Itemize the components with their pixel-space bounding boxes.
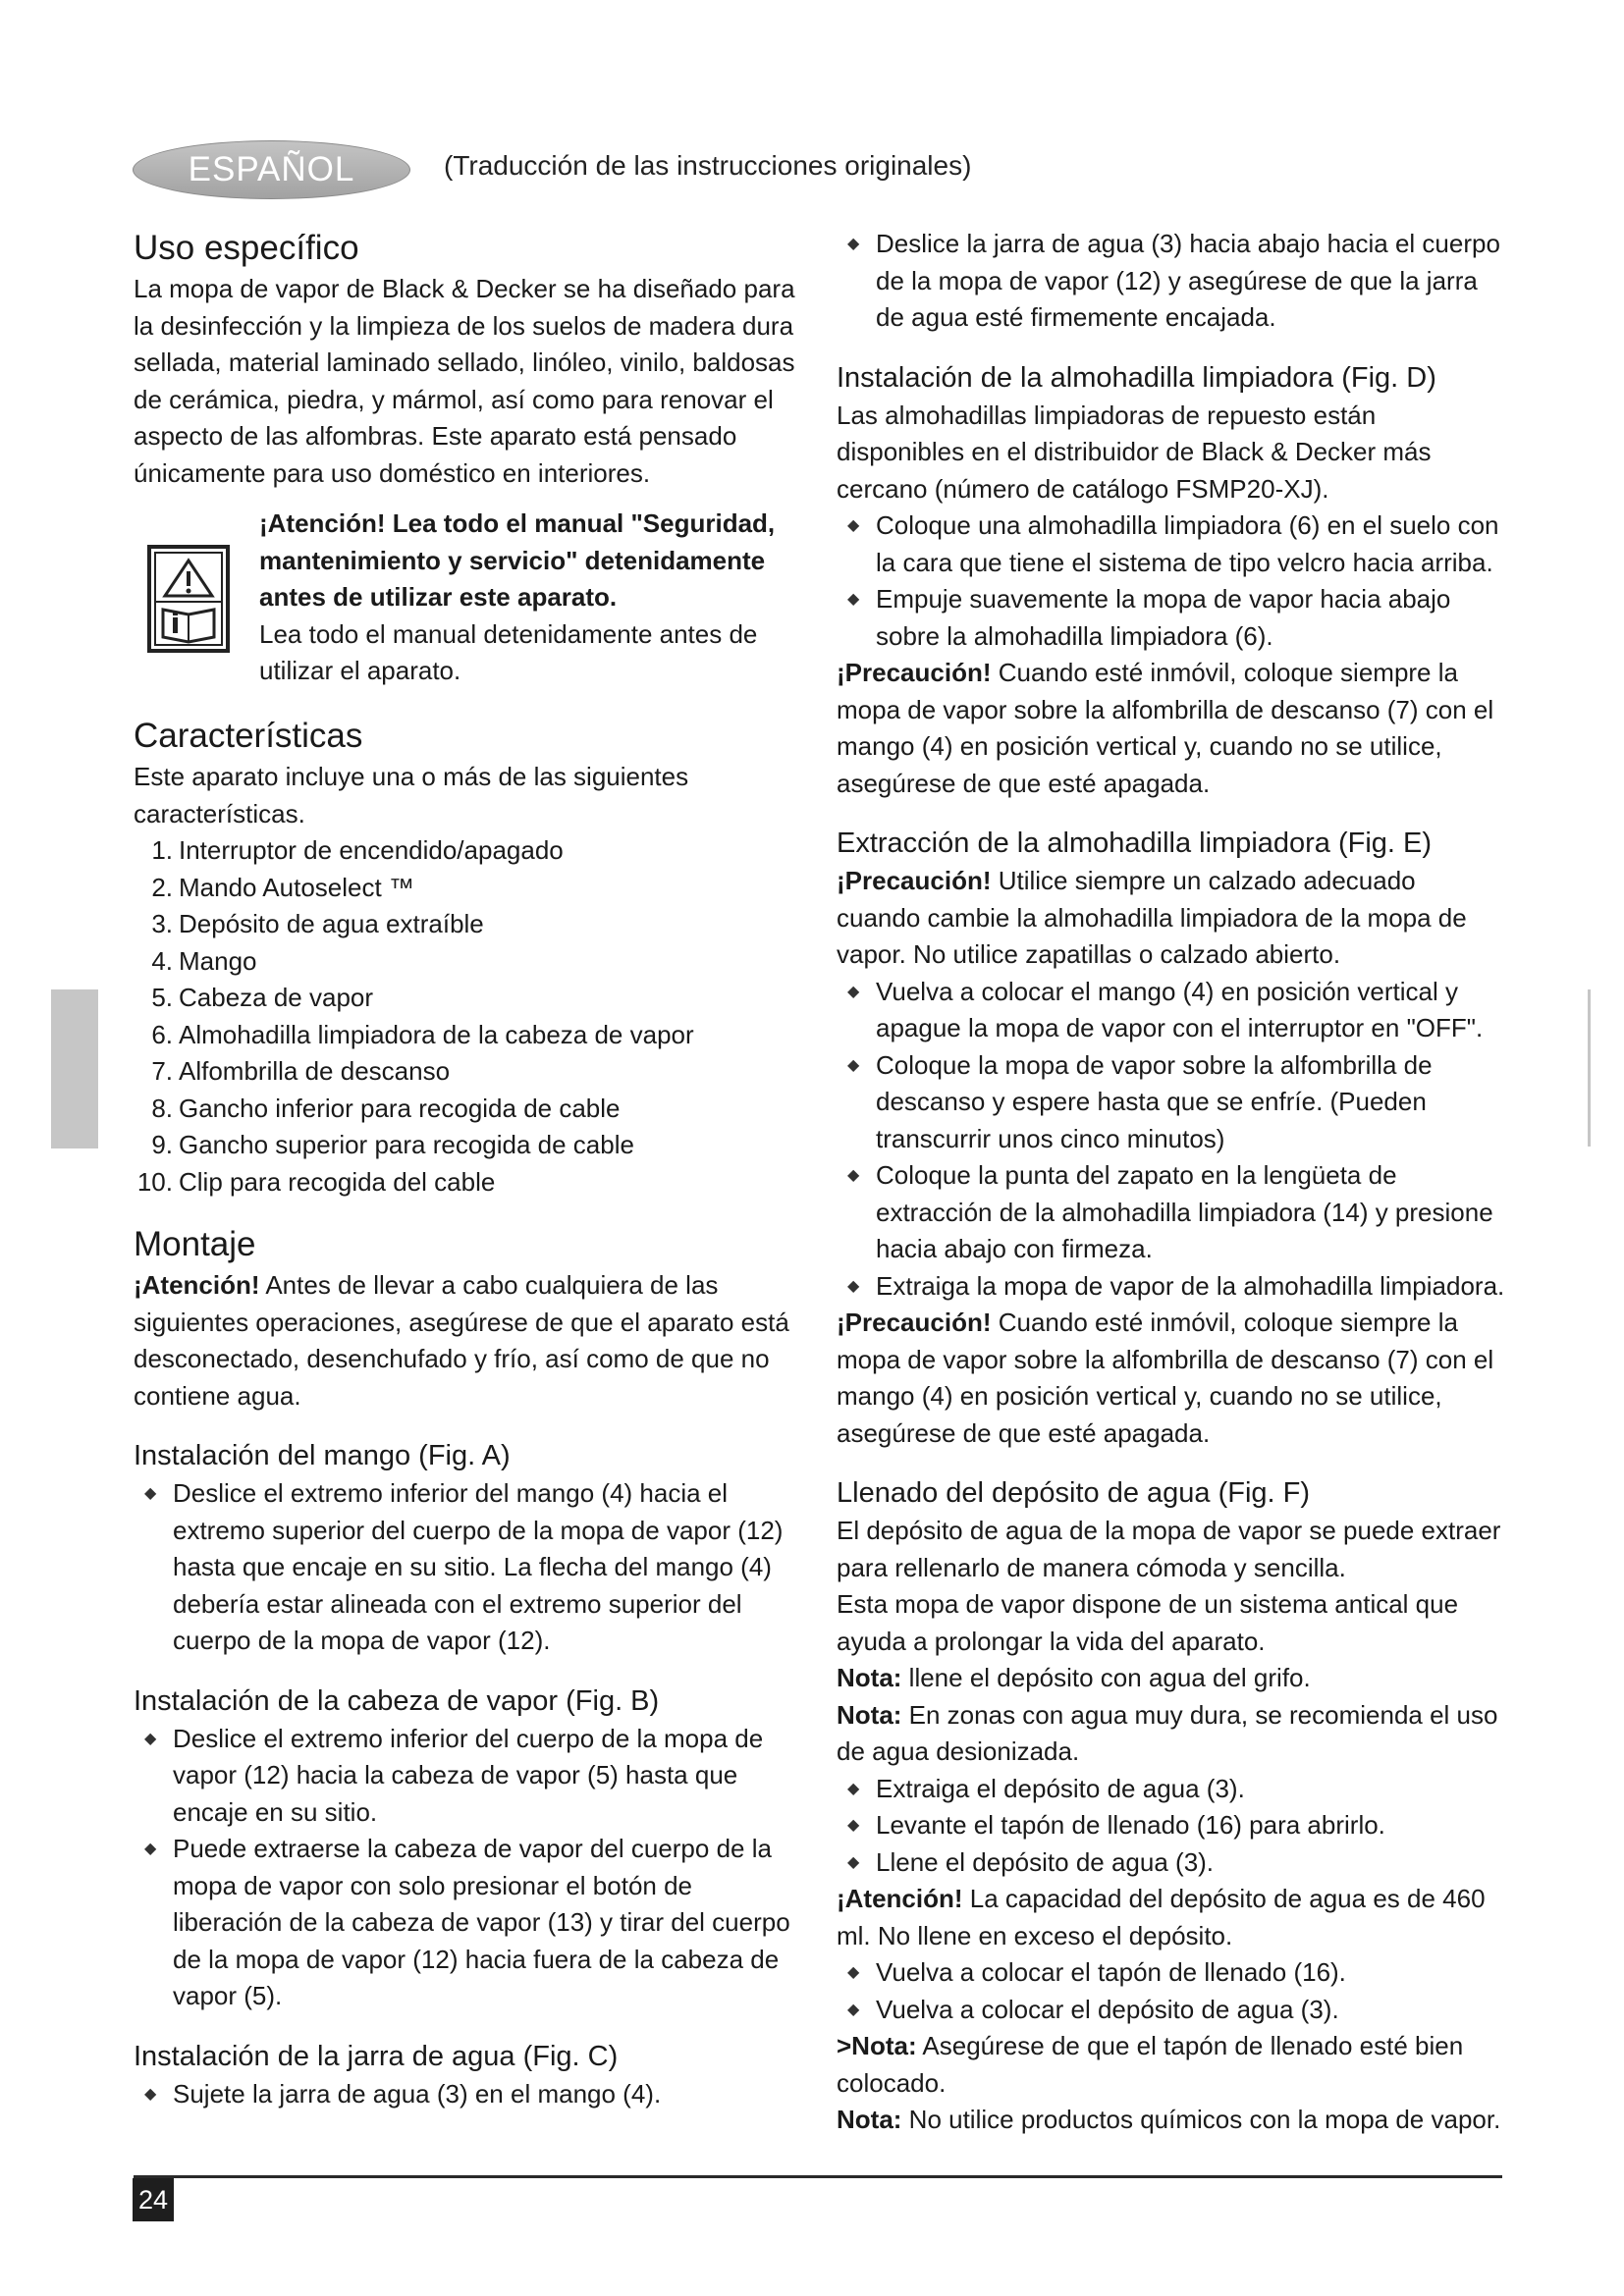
feature-item: 3. Depósito de agua extraíble xyxy=(151,909,484,938)
feature-list xyxy=(134,832,807,1201)
feature-item: 10. Clip para recogida del cable xyxy=(136,1166,496,1197)
feature-item: 6. Almohadilla limpiadora de la cabeza de vapor xyxy=(151,1019,694,1049)
mango-bullets xyxy=(134,1475,807,1660)
extr-almohadilla-bullets xyxy=(837,974,1506,1306)
list-item: ◆ Puede extraerse la cabeza de vapor del cuerpo de la mopa de vapor con solo presionar el botón de liberación de la cabeza de vapor (13) y tirar del cuerpo de la mopa de vapor (12) hacia fuera de la cabeza de vapor (5). xyxy=(134,1831,807,2015)
extr-almohadilla-caution1: ¡Precaución! Utilice siempre un calzado adecuado cuando cambie la almohadilla limpiadora de la mopa de vapor. No utilice zapatillas o calzado abierto. xyxy=(837,866,1467,969)
diamond-bullet-icon: ◆ xyxy=(847,983,860,1000)
list-item: ◆ Levante el tapón de llenado (16) para abrirlo. xyxy=(837,1807,1506,1844)
diamond-bullet-icon: ◆ xyxy=(847,1277,860,1295)
llenado-nota4: Nota: No utilice productos químicos con la mopa de vapor. xyxy=(837,2105,1501,2134)
warning-text: Lea todo el manual detenidamente antes de utilizar el aparato. xyxy=(259,618,758,685)
list-item: ◆ Coloque la punta del zapato en la lengüeta de extracción de la almohadilla limpiadora (14) y presione hacia abajo con firmeza. xyxy=(837,1157,1506,1268)
uso-body: La mopa de vapor de Black & Decker se ha diseñado para la desinfección y la limpieza de los suelos de madera dura sellada, material laminado sellado, linóleo, vinilo, baldosas de cerámica, piedra, y mármol, así como para renovar el aspecto de las alfombras. Este aparato está pensado únicamente para uso doméstico en interiores. xyxy=(134,274,795,488)
diamond-bullet-icon: ◆ xyxy=(847,591,860,608)
llenado-nota1: Nota: llene el depósito con agua del grifo. xyxy=(837,1663,1311,1692)
llenado-heading: Llenado del depósito de agua (Fig. F) xyxy=(837,1477,1311,1509)
llenado-atencion: ¡Atención! La capacidad del depósito de agua es de 460 ml. No llene en exceso el depósito. xyxy=(837,1884,1486,1950)
extr-almohadilla-heading: Extracción de la almohadilla limpiadora (Fig. E) xyxy=(837,828,1433,859)
feature-item: 1. Interruptor de encendido/apagado xyxy=(151,835,564,865)
warning-manual-icon xyxy=(147,545,230,653)
warning-bold-text: ¡Atención! Lea todo el manual "Seguridad, mantenimiento y servicio" detenidamente antes de utilizar este aparato. xyxy=(259,508,776,612)
llenado-nota3: >Nota: Asegúrese de que el tapón de llenado esté bien colocado. xyxy=(837,2031,1464,2098)
llenado-p2: Esta mopa de vapor dispone de un sistema antical que ayuda a prolongar la vida del aparato. xyxy=(837,1589,1459,1656)
language-badge: ESPAÑOL xyxy=(133,140,410,199)
feature-item: 9. Gancho superior para recogida de cable xyxy=(151,1130,634,1159)
edge-mark xyxy=(1588,989,1591,1147)
jarra-bullets xyxy=(134,2076,807,2113)
feature-item: 4. Mango xyxy=(151,945,257,976)
warning-block xyxy=(134,506,807,692)
feature-item: 8. Gancho inferior para recogida de cable xyxy=(151,1093,621,1123)
montaje-heading: Montaje xyxy=(134,1225,256,1263)
list-item: ◆ Extraiga la mopa de vapor de la almohadilla limpiadora. xyxy=(837,1268,1506,1306)
llenado-p1: El depósito de agua de la mopa de vapor se puede extraer para rellenarlo de manera cómoda y sencilla. xyxy=(837,1516,1501,1582)
diamond-bullet-icon: ◆ xyxy=(847,1853,860,1871)
list-item: ◆ Vuelva a colocar el mango (4) en posición vertical y apague la mopa de vapor con el interruptor en "OFF". xyxy=(837,974,1506,1047)
list-item: ◆ Vuelva a colocar el tapón de llenado (16). xyxy=(837,1954,1506,1992)
inst-almohadilla-caution: ¡Precaución! Cuando esté inmóvil, coloque siempre la mopa de vapor sobre la alfombrilla de descanso (7) con el mango (4) en posición vertical y, cuando no se utilice, asegúrese de que esté apagada. xyxy=(837,658,1494,798)
diamond-bullet-icon: ◆ xyxy=(144,1730,157,1747)
feature-item: 7. Alfombrilla de descanso xyxy=(151,1056,451,1086)
diamond-bullet-icon: ◆ xyxy=(847,1167,860,1184)
jarra-heading: Instalación de la jarra de agua (Fig. C) xyxy=(134,2040,619,2072)
left-column xyxy=(134,226,807,2112)
diamond-bullet-icon: ◆ xyxy=(847,2001,860,2018)
jarra-cont-bullets xyxy=(837,226,1506,337)
caracteristicas-intro: Este aparato incluye una o más de las siguientes características. xyxy=(134,762,689,828)
translation-note: (Traducción de las instrucciones originales) xyxy=(444,150,972,181)
llenado-bullets-1 xyxy=(837,1771,1506,1882)
feature-item: 5. Cabeza de vapor xyxy=(151,983,374,1012)
diamond-bullet-icon: ◆ xyxy=(847,517,860,534)
diamond-bullet-icon: ◆ xyxy=(144,1841,157,1857)
llenado-bullets-2 xyxy=(837,1954,1506,2028)
list-item: ◆ Vuelva a colocar el depósito de agua (3). xyxy=(837,1992,1506,2029)
cabeza-heading: Instalación de la cabeza de vapor (Fig. B) xyxy=(134,1684,660,1717)
inst-almohadilla-heading: Instalación de la almohadilla limpiadora (Fig. D) xyxy=(837,361,1436,394)
uso-heading: Uso específico xyxy=(134,229,359,267)
list-item: ◆ Coloque una almohadilla limpiadora (6) en el suelo con la cara que tiene el sistema de tipo velcro hacia arriba. xyxy=(837,507,1506,581)
list-item: ◆ Coloque la mopa de vapor sobre la alfombrilla de descanso y espere hasta que se enfríe. (Pueden transcurrir unos cinco minutos) xyxy=(837,1047,1506,1158)
mango-heading: Instalación del mango (Fig. A) xyxy=(134,1440,511,1471)
footer-rule xyxy=(134,2175,1502,2178)
feature-item: 2. Mando Autoselect ™ xyxy=(151,872,414,902)
list-item: ◆ Deslice el extremo inferior del mango (4) hacia el extremo superior del cuerpo de la mopa de vapor (12) hasta que encaje en su sitio. La flecha del mango (4) debería estar alineada con el extremo superior del cuerpo de la mopa de vapor (12). xyxy=(134,1475,807,1660)
diamond-bullet-icon: ◆ xyxy=(847,1817,860,1834)
montaje-body: ¡Atención! Antes de llevar a cabo cualquiera de las siguientes operaciones, asegúrese de que el aparato está desconectado, desenchufado y frío, así como de que no contiene agua. xyxy=(134,1270,789,1411)
llenado-nota2: Nota: En zonas con agua muy dura, se recomienda el uso de agua desionizada. xyxy=(837,1699,1498,1766)
diamond-bullet-icon: ◆ xyxy=(847,1056,860,1074)
list-item: ◆ Empuje suavemente la mopa de vapor hacia abajo sobre la almohadilla limpiadora (6). xyxy=(837,581,1506,655)
diamond-bullet-icon: ◆ xyxy=(847,1964,860,1981)
inst-almohadilla-bullets xyxy=(837,507,1506,655)
diamond-bullet-icon: ◆ xyxy=(847,1780,860,1797)
caracteristicas-heading: Características xyxy=(134,717,363,755)
list-item: ◆ Deslice la jarra de agua (3) hacia abajo hacia el cuerpo de la mopa de vapor (12) y asegúrese de que la jarra de agua esté firmemente encajada. xyxy=(837,226,1506,337)
extr-almohadilla-caution2: ¡Precaución! Cuando esté inmóvil, coloque siempre la mopa de vapor sobre la alfombrilla de descanso (7) con el mango (4) en posición vertical y, cuando no se utilice, asegúrese de que esté apagada. xyxy=(837,1308,1494,1448)
list-item: ◆ Deslice el extremo inferior del cuerpo de la mopa de vapor (12) hacia la cabeza de vapor (5) hasta que encaje en su sitio. xyxy=(134,1721,807,1832)
list-item: ◆ Sujete la jarra de agua (3) en el mango (4). xyxy=(134,2076,807,2113)
inst-almohadilla-body: Las almohadillas limpiadoras de repuesto están disponibles en el distribuidor de Black & Decker más cercano (número de catálogo FSMP20-XJ). xyxy=(837,400,1432,504)
diamond-bullet-icon: ◆ xyxy=(847,236,860,252)
section-side-tab xyxy=(51,989,98,1148)
page-number: 24 xyxy=(133,2178,174,2221)
diamond-bullet-icon: ◆ xyxy=(144,1485,157,1502)
diamond-bullet-icon: ◆ xyxy=(144,2085,157,2103)
right-column xyxy=(837,226,1506,2139)
list-item: ◆ Llene el depósito de agua (3). xyxy=(837,1844,1506,1882)
list-item: ◆ Extraiga el depósito de agua (3). xyxy=(837,1771,1506,1808)
cabeza-bullets xyxy=(134,1721,807,2015)
